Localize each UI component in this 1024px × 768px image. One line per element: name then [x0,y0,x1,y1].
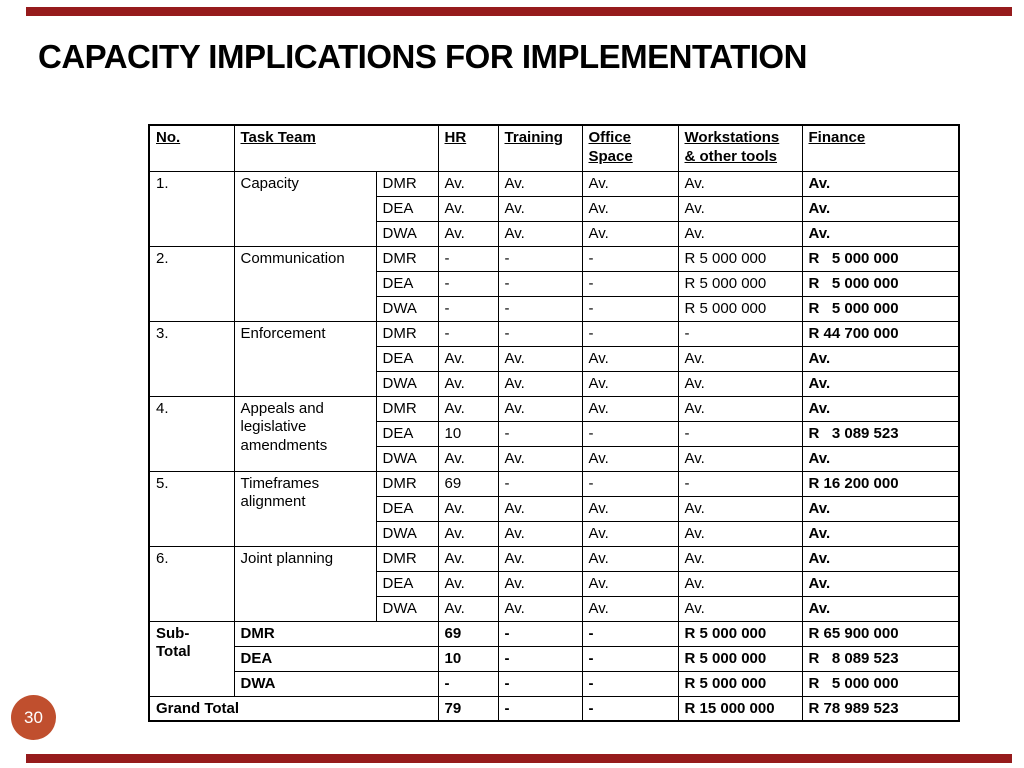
cell-office: Av. [582,571,678,596]
cell-no: 2. [149,246,234,321]
cell-dept: DMR [234,621,438,646]
cell-office: - [582,671,678,696]
cell-dept: DWA [376,446,438,471]
cell-no: 5. [149,471,234,546]
cell-dept: DMR [376,171,438,196]
cell-training: - [498,471,582,496]
cell-dept: DEA [376,496,438,521]
cell-office: Av. [582,446,678,471]
header-row [149,125,959,171]
cell-hr: - [438,321,498,346]
cell-dept: DMR [376,471,438,496]
cell-dept: DEA [376,346,438,371]
table-row [149,396,959,421]
cell-no: 1. [149,171,234,246]
cell-training: - [498,421,582,446]
cell-hr: 10 [438,646,498,671]
cell-finance: R 78 989 523 [802,696,959,721]
cell-subtotal-label-line: Sub- [156,624,190,642]
cell-training: - [498,271,582,296]
cell-workstations: R 15 000 000 [678,696,802,721]
cell-hr: Av. [438,496,498,521]
cell-workstations: R 5 000 000 [678,246,802,271]
cell-office: Av. [582,521,678,546]
header-cell [582,125,678,171]
table-row [149,321,959,346]
cell-finance: R 3 089 523 [802,421,959,446]
cell-dept: DEA [234,646,438,671]
header-cell-line: Finance [808,129,866,146]
top-accent-bar [26,7,1012,16]
cell-hr: - [438,271,498,296]
cell-finance: R 65 900 000 [802,621,959,646]
header-cell-line: Workstations [684,129,780,146]
cell-workstations: - [678,421,802,446]
cell-training: Av. [498,346,582,371]
table-row [149,246,959,271]
cell-workstations: Av. [678,396,802,421]
header-cell-line: Training [504,129,563,146]
cell-office: Av. [582,371,678,396]
cell-workstations: Av. [678,571,802,596]
cell-office: Av. [582,171,678,196]
header-cell [802,125,959,171]
cell-grand-total-label: Grand Total [149,696,438,721]
cell-office: Av. [582,396,678,421]
capacity-table [148,124,960,722]
cell-training: Av. [498,496,582,521]
cell-hr: Av. [438,171,498,196]
header-cell [438,125,498,171]
cell-workstations: Av. [678,521,802,546]
cell-workstations: R 5 000 000 [678,271,802,296]
cell-finance: Av. [802,546,959,571]
cell-finance: Av. [802,496,959,521]
cell-subtotal-label [149,621,234,696]
cell-task: Capacity [234,171,376,246]
cell-dept: DMR [376,546,438,571]
cell-dept: DWA [376,371,438,396]
cell-training: - [498,646,582,671]
cell-no: 4. [149,396,234,471]
cell-training: - [498,696,582,721]
cell-training: - [498,246,582,271]
header-cell-line: Space [588,147,633,165]
cell-training: Av. [498,196,582,221]
cell-finance: Av. [802,196,959,221]
header-cell-line: Task Team [240,129,316,146]
cell-dept: DEA [376,571,438,596]
cell-office: Av. [582,196,678,221]
cell-training: Av. [498,521,582,546]
cell-dept: DEA [376,271,438,296]
subtotal-row [149,646,959,671]
header-cell [234,125,438,171]
cell-hr: 10 [438,421,498,446]
cell-workstations: R 5 000 000 [678,621,802,646]
cell-workstations: Av. [678,171,802,196]
cell-training: Av. [498,396,582,421]
cell-dept: DEA [376,196,438,221]
cell-training: Av. [498,171,582,196]
cell-workstations: R 5 000 000 [678,296,802,321]
cell-dept: DWA [376,521,438,546]
cell-hr: 79 [438,696,498,721]
cell-office: Av. [582,346,678,371]
cell-hr: 69 [438,471,498,496]
cell-finance: Av. [802,521,959,546]
cell-task: Appeals and legislative amendments [234,396,376,471]
cell-subtotal-label-line: Total [156,643,191,661]
cell-workstations: Av. [678,346,802,371]
cell-task: Enforcement [234,321,376,396]
cell-office: - [582,421,678,446]
cell-hr: Av. [438,571,498,596]
cell-hr: Av. [438,396,498,421]
cell-workstations: - [678,471,802,496]
cell-training: Av. [498,571,582,596]
slide-title: CAPACITY IMPLICATIONS FOR IMPLEMENTATION [38,38,807,75]
cell-finance: Av. [802,396,959,421]
cell-training: - [498,296,582,321]
cell-training: - [498,671,582,696]
cell-workstations: - [678,321,802,346]
cell-hr: Av. [438,596,498,621]
cell-office: - [582,621,678,646]
cell-dept: DMR [376,396,438,421]
cell-workstations: Av. [678,221,802,246]
cell-hr: - [438,671,498,696]
cell-office: Av. [582,496,678,521]
table-body [149,171,959,721]
header-cell-line: No. [156,129,181,146]
header-cell-line: HR [444,129,467,146]
table-row [149,471,959,496]
cell-no: 3. [149,321,234,396]
cell-finance: R 5 000 000 [802,271,959,296]
page-number-badge [11,695,56,740]
cell-finance: R 16 200 000 [802,471,959,496]
cell-no: 6. [149,546,234,621]
cell-hr: Av. [438,546,498,571]
cell-dept: DWA [376,296,438,321]
cell-hr: Av. [438,446,498,471]
cell-hr: - [438,296,498,321]
cell-finance: R 5 000 000 [802,296,959,321]
cell-hr: Av. [438,371,498,396]
cell-training: Av. [498,221,582,246]
cell-workstations: R 5 000 000 [678,646,802,671]
cell-training: Av. [498,371,582,396]
cell-hr: Av. [438,196,498,221]
cell-finance: R 44 700 000 [802,321,959,346]
bottom-accent-bar [26,754,1012,763]
cell-finance: Av. [802,596,959,621]
cell-dept: DMR [376,246,438,271]
cell-hr: Av. [438,346,498,371]
cell-finance: Av. [802,221,959,246]
cell-finance: Av. [802,171,959,196]
header-cell [149,125,234,171]
cell-hr: Av. [438,521,498,546]
header-cell-line: & other tools [684,147,778,165]
cell-hr: Av. [438,221,498,246]
cell-office: Av. [582,546,678,571]
header-cell [498,125,582,171]
cell-task: Joint planning [234,546,376,621]
cell-office: - [582,696,678,721]
cell-workstations: Av. [678,196,802,221]
cell-workstations: Av. [678,446,802,471]
cell-training: - [498,321,582,346]
header-cell [678,125,802,171]
cell-office: - [582,646,678,671]
cell-office: - [582,296,678,321]
cell-office: - [582,246,678,271]
table-row [149,546,959,571]
cell-office: - [582,321,678,346]
cell-office: - [582,271,678,296]
cell-finance: R 8 089 523 [802,646,959,671]
header-cell-line: Office [588,129,632,146]
cell-training: Av. [498,546,582,571]
cell-finance: Av. [802,571,959,596]
cell-office: - [582,471,678,496]
cell-finance: Av. [802,446,959,471]
page-number: 30 [24,707,43,727]
table-row [149,171,959,196]
cell-task: Communication [234,246,376,321]
subtotal-row [149,621,959,646]
cell-workstations: Av. [678,371,802,396]
subtotal-row [149,671,959,696]
cell-dept: DWA [234,671,438,696]
cell-dept: DEA [376,421,438,446]
cell-workstations: R 5 000 000 [678,671,802,696]
cell-hr: - [438,246,498,271]
cell-office: Av. [582,221,678,246]
cell-hr: 69 [438,621,498,646]
cell-training: Av. [498,596,582,621]
cell-dept: DWA [376,596,438,621]
cell-workstations: Av. [678,546,802,571]
cell-office: Av. [582,596,678,621]
cell-dept: DMR [376,321,438,346]
cell-workstations: Av. [678,596,802,621]
cell-finance: R 5 000 000 [802,671,959,696]
grand-total-row [149,696,959,721]
cell-finance: R 5 000 000 [802,246,959,271]
cell-training: Av. [498,446,582,471]
cell-workstations: Av. [678,496,802,521]
table-head [149,125,959,171]
cell-dept: DWA [376,221,438,246]
cell-finance: Av. [802,371,959,396]
cell-task: Timeframes alignment [234,471,376,546]
cell-training: - [498,621,582,646]
cell-finance: Av. [802,346,959,371]
